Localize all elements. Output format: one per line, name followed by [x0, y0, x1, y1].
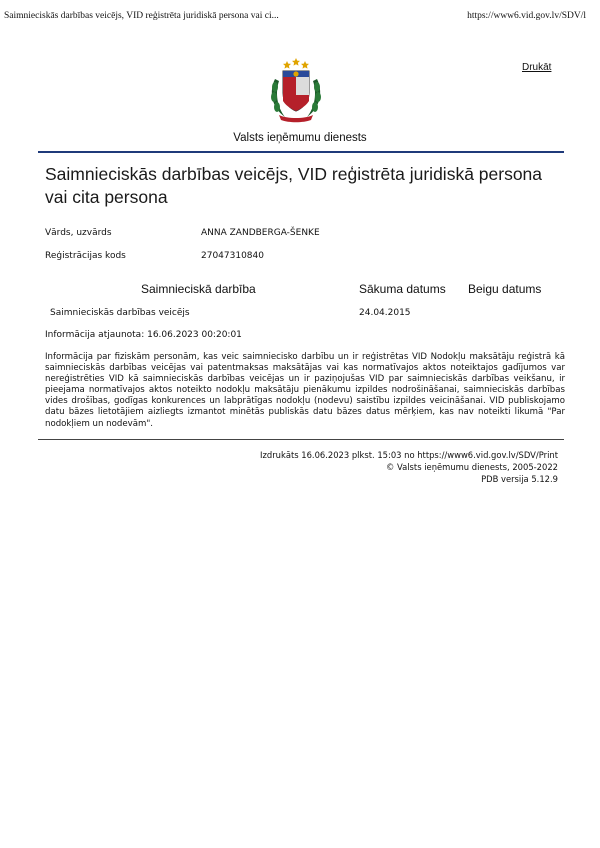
table-header-activity: Saimnieciskā darbība — [141, 282, 256, 296]
registration-code-label: Reģistrācijas kods — [45, 251, 126, 261]
header-divider — [38, 151, 564, 153]
copyright: © Valsts ieņēmumu dienests, 2005-2022 — [385, 462, 558, 472]
start-date-cell: 24.04.2015 — [359, 308, 411, 318]
browser-page-url: https://www6.vid.gov.lv/SDV/l — [467, 11, 586, 21]
footer-divider — [38, 439, 564, 440]
page-title: Saimnieciskās darbības veicējs, VID reģistrēta juridiskā persona vai cita persona — [45, 164, 543, 207]
activity-cell: Saimnieciskās darbības veicējs — [50, 308, 190, 318]
name-value: ANNA ZANDBERGA-ŠENKE — [201, 228, 320, 238]
print-link[interactable]: Drukāt — [522, 62, 552, 73]
version: PDB versija 5.12.9 — [481, 474, 558, 484]
browser-print-header — [0, 0, 600, 30]
updated-timestamp: Informācija atjaunota: 16.06.2023 00:20:01 — [45, 330, 242, 340]
browser-page-title: Saimnieciskās darbības veicējs, VID reģistrēta juridiskā persona vai ci... — [4, 11, 279, 21]
agency-name: Valsts ieņēmumu dienests — [233, 132, 367, 144]
printed-info: Izdrukāts 16.06.2023 plkst. 15:03 no https://www6.vid.gov.lv/SDV/Print — [260, 450, 558, 460]
disclaimer-text: Informācija par fiziskām personām, kas veic saimniecisko darbību un ir reģistrētas VID Nodokļu maksātāju reģistrā kā saimnieciskās darbības veicējas vai patentmaksas maksātājas vai kas normatīvajos aktos noteiktajos gadījumos var nereģistrēties VID kā saimnieciskās darbības veicējas un ir paziņojušas VID par saimnieciskās darbības veikšanu, ir pieejama normatīvajos aktos noteikto nodokļu maksātāju pienākumu izpildes nodrošināšanai, saimnieciskās darbības vides drošības, godīgas konkurences un labprātīgas nodokļu (nodevu) saistību izpildes veicināšanai. VID publiskojamo datu bāzes lietotājiem aizliegts izmantot minētās publiskās datu bāzes datus mērķiem, kas nav noteikti likumā "Par nodokļiem un nodevām". — [45, 352, 565, 429]
registration-code-value: 27047310840 — [201, 251, 264, 261]
name-label: Vārds, uzvārds — [45, 228, 112, 238]
latvia-coat-of-arms-icon — [265, 57, 327, 123]
table-header-start-date: Sākuma datums — [359, 282, 446, 296]
table-header-end-date: Beigu datums — [468, 282, 542, 296]
